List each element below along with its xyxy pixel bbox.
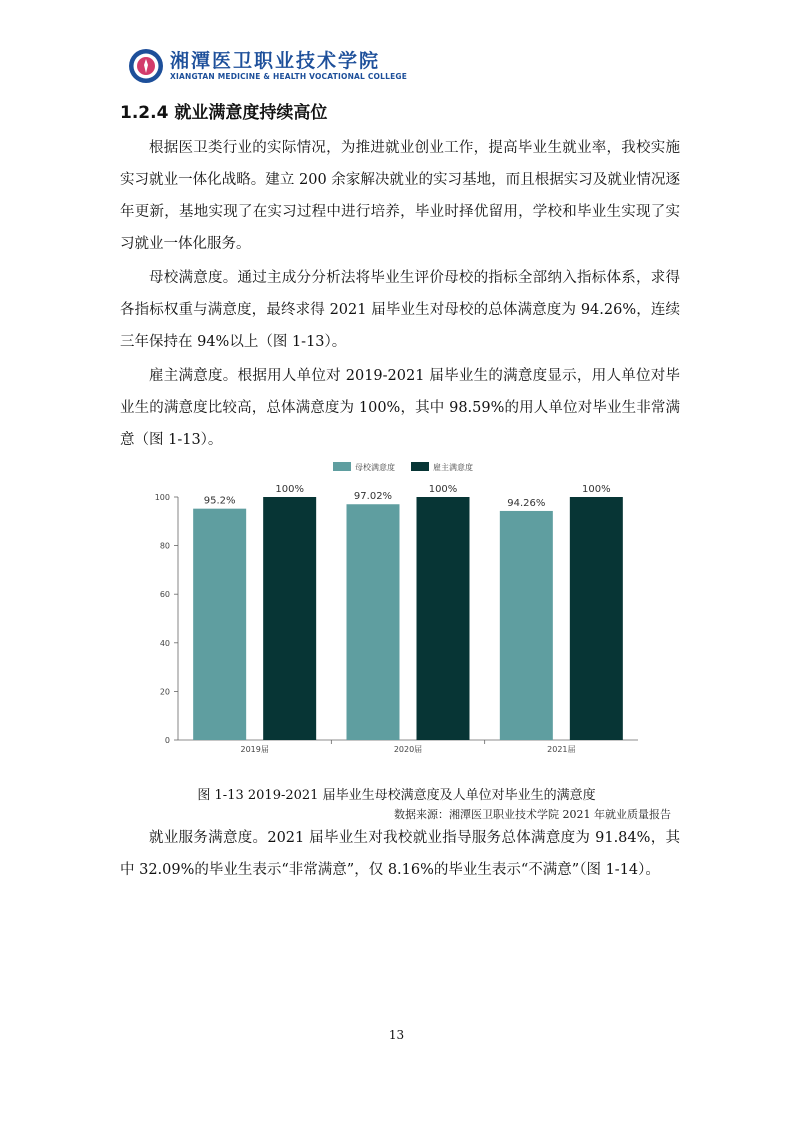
satisfaction-bar-chart: [118, 455, 678, 760]
figure-caption: 图 1-13 2019-2021 届毕业生母校满意度及人单位对毕业生的满意度: [197, 788, 596, 803]
section-title: 1.2.4 就业满意度持续高位: [120, 103, 328, 123]
x-tick-label-2020届: 2020届: [393, 745, 423, 754]
data-label-2021届-1: 94.26%: [507, 497, 546, 509]
bar-2020届-2: [417, 497, 470, 740]
y-tick-label-40: 40: [159, 638, 170, 648]
page-header: [128, 46, 407, 86]
bar-2019届-2: [263, 497, 316, 740]
college-logo-icon: [128, 48, 164, 84]
x-tick-label-2019届: 2019届: [240, 745, 269, 754]
chart-svg: [118, 455, 678, 760]
legend-swatch-1: [333, 462, 351, 471]
college-name-cn: 湘潭医卫职业技术学院: [170, 50, 381, 72]
data-label-2020届-2: 100%: [428, 484, 458, 495]
data-label-2019届-1: 95.2%: [203, 495, 236, 507]
legend-label-1: 母校满意度: [355, 463, 395, 472]
legend-swatch-2: [411, 462, 429, 471]
y-tick-label-20: 20: [159, 687, 170, 697]
data-label-2020届-1: 97.02%: [353, 491, 393, 503]
y-tick-label-60: 60: [159, 590, 170, 600]
paragraph-employment-integration: 根据医卫类行业的实际情况，为推进就业创业工作，提高毕业生就业率，我校实施实习就业一体化战略。建立 200 余家解决就业的实习基地，而且根据实习及就业情况逐年更新，基地实现了在实习过程中进行培养，毕业时择优留用，学校和毕业生实现了实习就业一体化服务。: [120, 140, 680, 252]
data-label-2019届-2: 100%: [275, 484, 304, 495]
paragraph-alma-mater-satisfaction: 母校满意度。通过主成分分析法将毕业生评价母校的指标全部纳入指标体系，求得各指标权重与满意度，最终求得 2021 届毕业生对母校的总体满意度为 94.26%，连续三年保持在 94%以上（图 1-13）。: [120, 270, 680, 350]
y-tick-label-0: 0: [164, 736, 170, 745]
college-name: [170, 50, 407, 82]
college-name-en: XIANGTAN MEDICINE & HEALTH VOCATIONAL COLLEGE: [170, 72, 408, 81]
data-label-2021届-2: 100%: [582, 484, 611, 495]
bar-2020届-1: [347, 504, 400, 740]
x-tick-label-2021届: 2021届: [547, 745, 576, 754]
y-tick-label-80: 80: [159, 541, 170, 551]
legend-label-2: 雇主满意度: [433, 463, 473, 472]
paragraph-employer-satisfaction: 雇主满意度。根据用人单位对 2019-2021 届毕业生的满意度显示，用人单位对毕业生的满意度比较高，总体满意度为 100%，其中 98.59%的用人单位对毕业生非常满意（图 1-13）。: [120, 368, 680, 448]
figure-source: 数据来源：湘潭医卫职业技术学院 2021 年就业质量报告: [394, 808, 671, 821]
bar-2021届-2: [570, 497, 623, 740]
y-tick-label-100: 100: [154, 493, 170, 502]
page-number: 13: [388, 1028, 405, 1042]
bar-2019届-1: [193, 509, 246, 740]
paragraph-service-satisfaction: 就业服务满意度。2021 届毕业生对我校就业指导服务总体满意度为 91.84%，其中 32.09%的毕业生表示“非常满意”，仅 8.16%的毕业生表示“不满意”（图 1-14）。: [120, 830, 680, 878]
bar-2021届-1: [500, 511, 553, 740]
